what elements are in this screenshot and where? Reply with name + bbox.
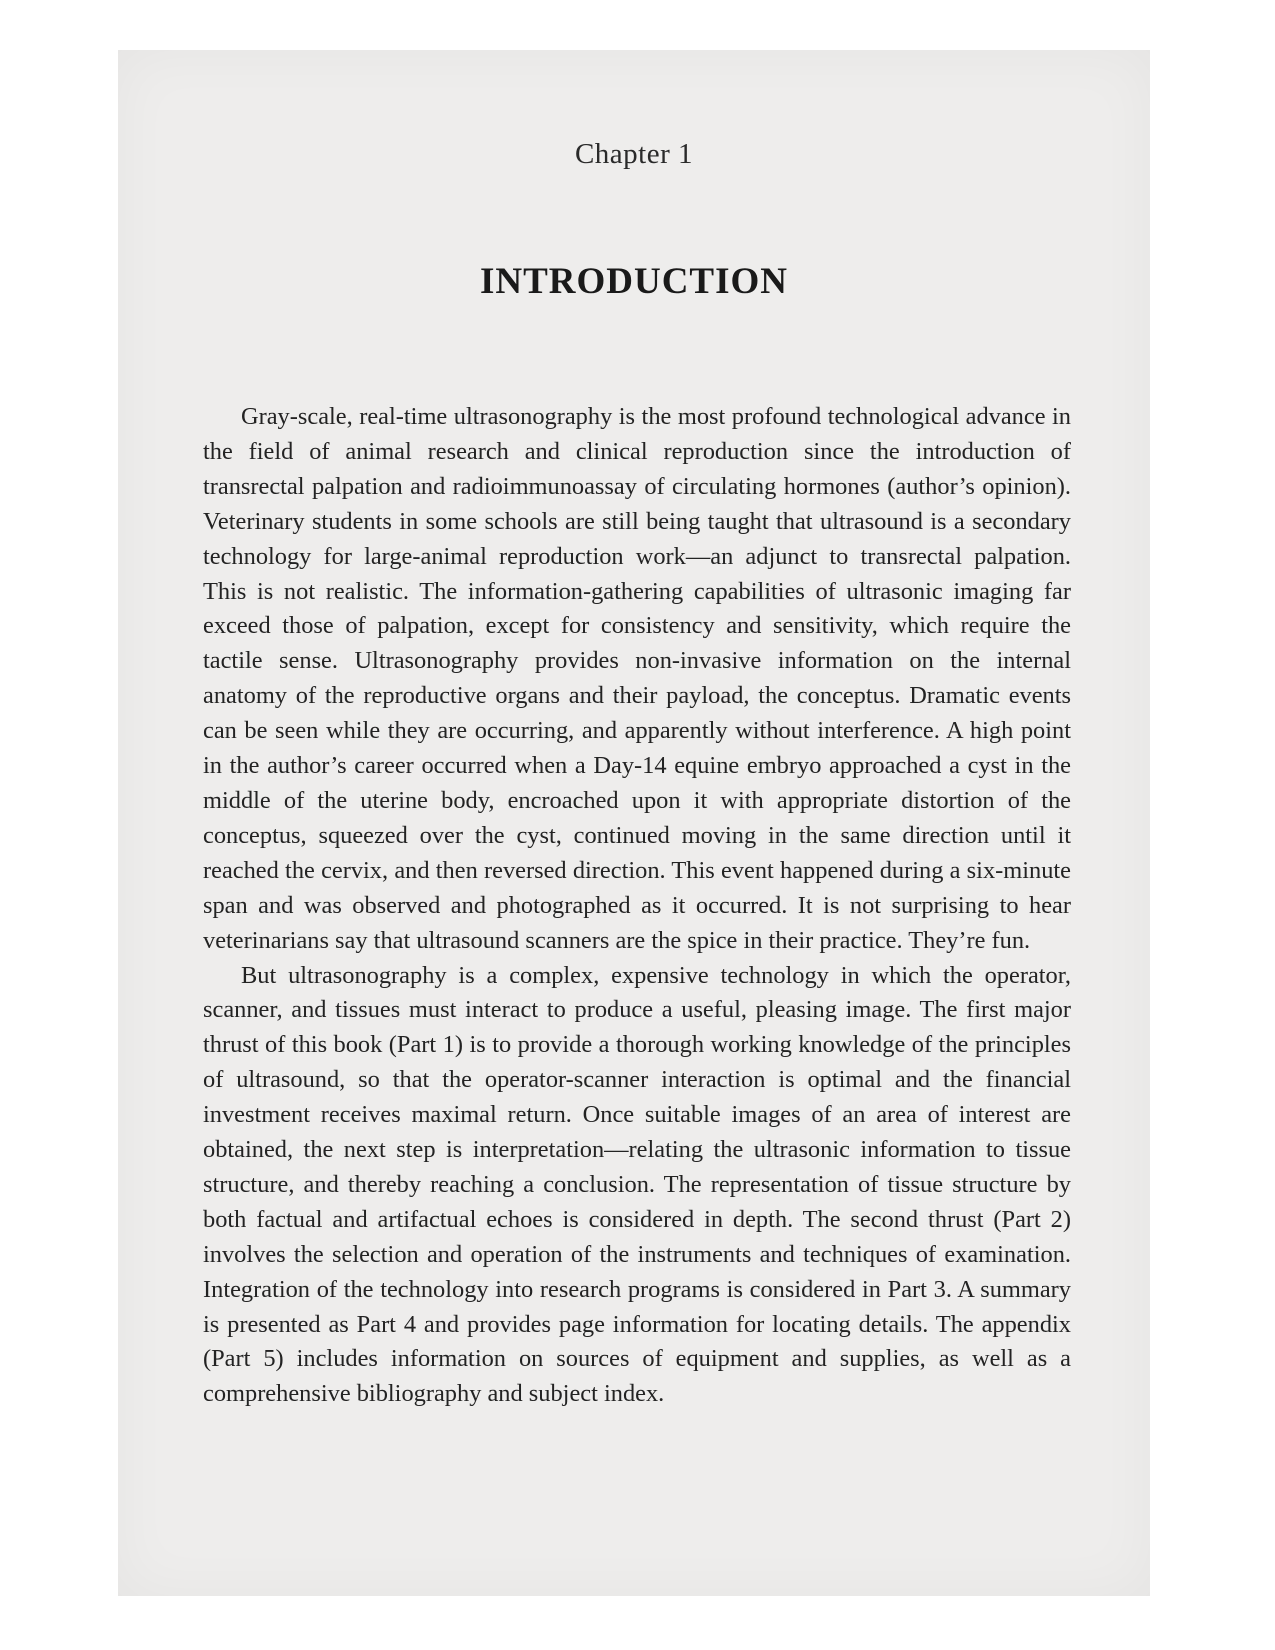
paragraph: Gray-scale, real-time ultrasonography is the most profound technological advance in the field of animal research and clinical reproduction since the introduction of transrectal palpation and radioimmunoassay of circulating hormones (author’s opinion). Veterinary students in some schools are still being taught that ultrasound is a secondary technology for large-animal reproduction work—an adjunct to transrectal palpation. This is not realistic. The information-gathering capabilities of ultrasonic imaging far exceed those of palpation, except for consistency and sensitivity, which require the tactile sense. Ultrasonography provides non-invasive information on the internal anatomy of the reproductive organs and their payload, the conceptus. Dramatic events can be seen while they are occurring, and apparently without interference. A high point in the author’s career occurred when a Day-14 equine embryo approached a cyst in the middle of the uterine body, encroached upon it with appropriate distortion of the conceptus, squeezed over the cyst, continued moving in the same direction until it reached the cervix, and then reversed direction. This event happened during a six-minute span and was observed and photographed as it occurred. It is not surprising to hear veterinarians say that ultrasound scanners are the spice in their practice. They’re fun. [203, 403, 1071, 954]
scanned-page [118, 50, 1150, 1596]
chapter-label: Chapter 1 [574, 138, 694, 170]
chapter-title: INTRODUCTION [479, 261, 789, 302]
paragraph: But ultrasonography is a complex, expensive technology in which the operator, scanner, and tissues must interact to produce a useful, pleasing image. The first major thrust of this book (Part 1) is to provide a thorough working knowledge of the principles of ultrasound, so that the operator-scanner interaction is optimal and the financial investment receives maximal return. Once suitable images of an area of interest are obtained, the next step is interpretation—relating the ultrasonic information to tissue structure, and thereby reaching a conclusion. The representation of tissue structure by both factual and artifactual echoes is considered in depth. The second thrust (Part 2) involves the selection and operation of the instruments and techniques of examination. Integration of the technology into research programs is considered in Part 3. A summary is presented as Part 4 and provides page information for locating details. The appendix (Part 5) includes information on sources of equipment and supplies, as well as a comprehensive bibliography and subject index. [203, 961, 1071, 1408]
body-text [203, 400, 1071, 1412]
